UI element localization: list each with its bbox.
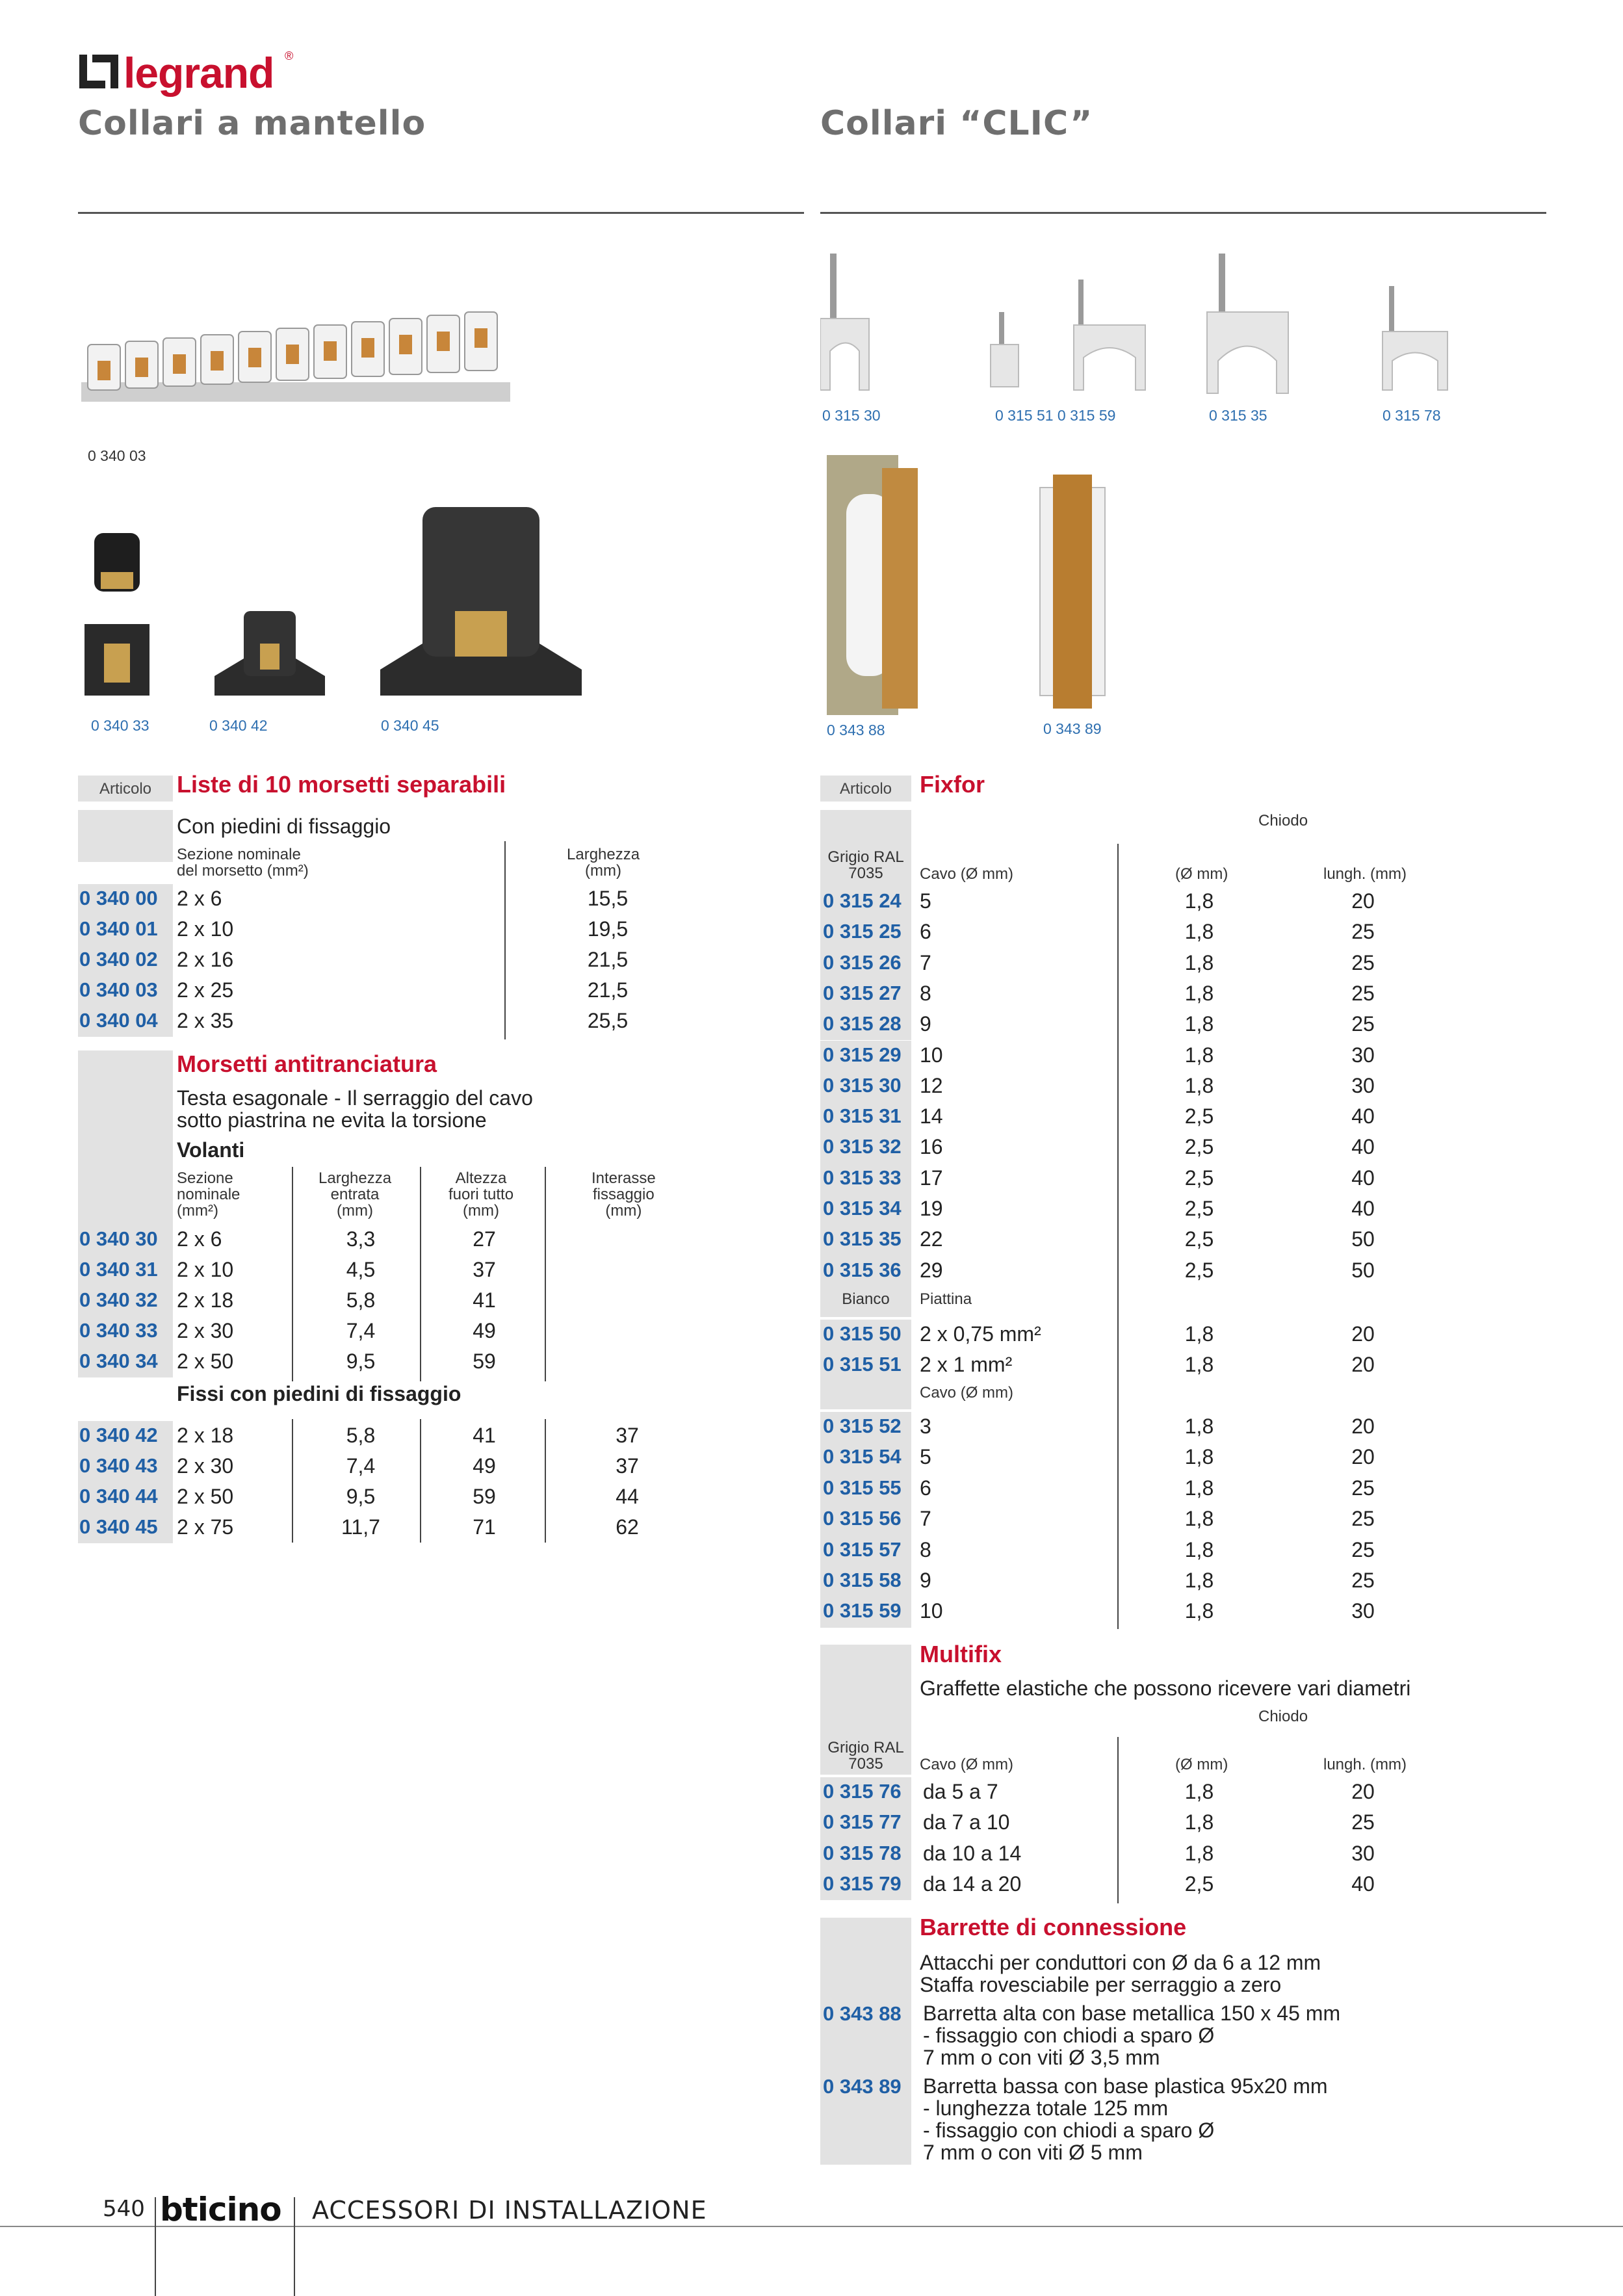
- bticino-logo: bticino: [160, 2191, 281, 2228]
- cell-l: 25: [1351, 1810, 1375, 1834]
- cell-d: 1,8: [1184, 889, 1214, 913]
- article-code: 0 315 28: [823, 1012, 902, 1036]
- cell-d: 1,8: [1184, 1476, 1214, 1500]
- cell-l: 20: [1351, 889, 1375, 913]
- cell-cavo: 19: [920, 1197, 943, 1220]
- cell-larg: 5,8: [346, 1424, 376, 1447]
- article-code: 0 340 03: [79, 978, 158, 1001]
- cell-l: 30: [1351, 1841, 1375, 1865]
- barretta-bassa-image: [1033, 475, 1111, 709]
- article-code: 0 315 57: [823, 1537, 902, 1561]
- caption-031578: 0 315 78: [1383, 407, 1441, 424]
- articolo-label-right: Articolo: [839, 780, 892, 798]
- article-code: 0 315 27: [823, 981, 902, 1004]
- cell-l: 25: [1351, 1012, 1375, 1036]
- section-title-barrette: Barrette di connessione: [920, 1914, 1187, 1940]
- footer-divider-a: [155, 2197, 156, 2296]
- cell-sez: 2 x 16: [177, 948, 234, 971]
- article-code: 0 315 30: [823, 1073, 902, 1097]
- article-code: 0 315 56: [823, 1507, 902, 1530]
- article-code: 0 315 55: [823, 1476, 902, 1499]
- cell-larg: 21,5: [587, 978, 629, 1002]
- cell-cavo: 9: [920, 1569, 931, 1592]
- cell-d: 1,8: [1184, 1043, 1214, 1067]
- caption-034042: 0 340 42: [209, 717, 268, 734]
- code-column-bg-barrette: [820, 1918, 911, 2165]
- article-code: 0 340 30: [79, 1227, 158, 1250]
- article-code: 0 315 36: [823, 1258, 902, 1281]
- title-collari-clic: Collari “CLIC”: [820, 104, 1093, 143]
- article-code: 0 315 34: [823, 1197, 902, 1220]
- cell-l: 30: [1351, 1599, 1375, 1623]
- code-034388: 0 343 88: [823, 2002, 902, 2025]
- cell-larg: 11,7: [341, 1515, 380, 1539]
- cell-larg: 9,5: [346, 1485, 376, 1508]
- header-lungh-multifix: lungh. (mm): [1323, 1756, 1407, 1773]
- col-divider-s2c: [545, 1167, 546, 1381]
- title-collari-mantello: Collari a mantello: [78, 104, 426, 143]
- article-code: 0 315 52: [823, 1415, 902, 1437]
- desc-034389: Barretta bassa con base plastica 95x20 mm - lunghezza totale 125 mm - fissaggio con chiodi a sparo Ø 7 mm o con viti Ø 5 mm: [923, 2074, 1328, 2164]
- article-code: 0 340 00: [79, 887, 158, 909]
- header-larghezza: Larghezza (mm): [567, 846, 640, 880]
- col-divider-s3c: [545, 1419, 546, 1543]
- article-code: 0 340 44: [79, 1485, 158, 1507]
- cell-alt: 37: [473, 1258, 496, 1281]
- cell-d: 1,8: [1184, 1322, 1214, 1346]
- desc-barrette: Attacchi per conduttori con Ø da 6 a 12 mm Staffa rovesciabile per serraggio a zero: [920, 1951, 1321, 1996]
- cell-d: 2,5: [1184, 1104, 1214, 1128]
- cell-larg: 21,5: [587, 948, 629, 971]
- cell-d: 2,5: [1184, 1227, 1214, 1251]
- footer-section-title: ACCESSORI DI INSTALLAZIONE: [312, 2196, 707, 2224]
- cell-l: 40: [1351, 1135, 1375, 1159]
- cell-larg: 25,5: [587, 1009, 629, 1032]
- label-bianco: Bianco: [842, 1290, 890, 1308]
- cell-cavo: 5: [920, 1445, 931, 1469]
- cell-d: 1,8: [1184, 920, 1214, 944]
- article-code: 0 315 79: [823, 1872, 902, 1895]
- rule-right: [820, 212, 1546, 214]
- footer-divider-b: [294, 2197, 295, 2296]
- cell-l: 50: [1351, 1227, 1375, 1251]
- article-code: 0 315 25: [823, 920, 902, 943]
- connector-fisso-small-image: [208, 598, 331, 702]
- cell-cavo: 22: [920, 1227, 943, 1251]
- cell-l: 30: [1351, 1073, 1375, 1097]
- section-title-fixfor: Fixfor: [920, 771, 985, 798]
- cell-sez: 2 x 50: [177, 1485, 234, 1508]
- header-diam-fixfor: (Ø mm): [1175, 865, 1228, 883]
- header-larghezza-entrata: Larghezza entrata (mm): [318, 1169, 392, 1220]
- caption-034003: 0 340 03: [88, 447, 146, 464]
- cell-d: 1,8: [1184, 1445, 1214, 1469]
- header-grigio-ral-multifix: Grigio RAL 7035: [827, 1739, 904, 1773]
- caption-031551-031559: 0 315 51 0 315 59: [995, 407, 1116, 424]
- cell-int: 37: [616, 1454, 639, 1478]
- article-code: 0 315 35: [823, 1227, 902, 1251]
- cell-cavo: 12: [920, 1073, 943, 1097]
- cell-d: 1,8: [1184, 1415, 1214, 1438]
- connector-fisso-large-image: [377, 501, 585, 709]
- article-code: 0 315 50: [823, 1322, 902, 1345]
- cell-cavo: 2 x 0,75 mm²: [920, 1322, 1041, 1346]
- article-code: 0 315 51: [823, 1353, 902, 1376]
- header-grigio-ral-fixfor: Grigio RAL 7035: [827, 848, 904, 882]
- cell-larg: 3,3: [346, 1227, 376, 1251]
- header-sezione-nominale: Sezione nominale del morsetto (mm²): [177, 846, 309, 880]
- article-code: 0 340 42: [79, 1424, 158, 1446]
- cell-cavo: 7: [920, 1507, 931, 1531]
- cell-cavo: 6: [920, 1476, 931, 1500]
- cell-cavo: 8: [920, 1537, 931, 1561]
- cell-l: 20: [1351, 1780, 1375, 1803]
- desc-testa-esagonale: Testa esagonale - Il serraggio del cavo sotto piastrina ne evita la torsione: [177, 1086, 533, 1132]
- header-interasse: Interasse fissaggio (mm): [591, 1169, 656, 1220]
- cell-alt: 59: [473, 1350, 496, 1373]
- cell-l: 40: [1351, 1104, 1375, 1128]
- article-code: 0 315 59: [823, 1599, 902, 1623]
- header-altezza: Altezza fuori tutto (mm): [448, 1169, 514, 1220]
- caption-034045: 0 340 45: [381, 717, 439, 734]
- cell-d: 1,8: [1184, 1599, 1214, 1623]
- cell-d: 1,8: [1184, 1780, 1214, 1803]
- cell-larg: 19,5: [587, 917, 629, 941]
- cell-alt: 59: [473, 1485, 496, 1508]
- col-divider-s3a: [292, 1419, 293, 1543]
- legrand-wordmark: legrand: [123, 49, 274, 97]
- header-sezione-2: Sezione nominale (mm²): [177, 1169, 240, 1220]
- cell-l: 40: [1351, 1197, 1375, 1220]
- barretta-alta-image: [820, 455, 957, 722]
- cell-cavo: da 5 a 7: [923, 1780, 998, 1803]
- code-column-bg-s1: [78, 810, 173, 862]
- legrand-logo: [78, 47, 312, 99]
- cell-l: 20: [1351, 1322, 1375, 1346]
- subtitle-con-piedini: Con piedini di fissaggio: [177, 815, 391, 838]
- cell-alt: 49: [473, 1319, 496, 1342]
- cell-l: 25: [1351, 950, 1375, 974]
- article-code: 0 315 76: [823, 1780, 902, 1803]
- header-lungh-fixfor: lungh. (mm): [1323, 865, 1407, 883]
- section-title-antitranciatura: Morsetti antitranciatura: [177, 1050, 437, 1077]
- article-code: 0 315 77: [823, 1810, 902, 1834]
- article-code: 0 340 32: [79, 1288, 158, 1311]
- cell-d: 1,8: [1184, 981, 1214, 1005]
- article-code: 0 340 45: [79, 1515, 158, 1538]
- cell-sez: 2 x 10: [177, 1258, 234, 1281]
- label-volanti: Volanti: [177, 1138, 245, 1162]
- cell-cavo: 29: [920, 1258, 943, 1282]
- cell-cavo: 5: [920, 889, 931, 913]
- cell-cavo: 10: [920, 1599, 943, 1623]
- cell-l: 25: [1351, 981, 1375, 1005]
- cell-l: 30: [1351, 1043, 1375, 1067]
- cell-cavo: 3: [920, 1415, 931, 1438]
- cell-cavo: da 7 a 10: [923, 1810, 1010, 1834]
- code-034389: 0 343 89: [823, 2075, 902, 2098]
- article-code: 0 340 43: [79, 1454, 158, 1477]
- cell-sez: 2 x 6: [177, 1227, 222, 1251]
- connector-volante-image: [78, 527, 156, 702]
- registered-mark: ®: [285, 49, 294, 62]
- cell-alt: 41: [473, 1288, 496, 1312]
- label-piattina: Piattina: [920, 1290, 972, 1308]
- cell-cavo: 7: [920, 950, 931, 974]
- cell-alt: 41: [473, 1424, 496, 1447]
- cell-d: 2,5: [1184, 1197, 1214, 1220]
- cell-cavo: 16: [920, 1135, 943, 1159]
- cell-l: 25: [1351, 1476, 1375, 1500]
- articolo-label-left: Articolo: [99, 780, 152, 798]
- desc-034388: Barretta alta con base metallica 150 x 45 mm - fissaggio con chiodi a sparo Ø 7 mm o con viti Ø 3,5 mm: [923, 2002, 1341, 2069]
- header-chiodo-multifix: Chiodo: [1258, 1708, 1308, 1725]
- article-code: 0 315 24: [823, 889, 902, 912]
- label-fissi: Fissi con piedini di fissaggio: [177, 1382, 461, 1405]
- caption-034033: 0 340 33: [91, 717, 149, 734]
- cell-cavo: 17: [920, 1166, 943, 1190]
- article-code: 0 315 54: [823, 1445, 902, 1468]
- cell-sez: 2 x 10: [177, 917, 234, 941]
- cell-sez: 2 x 18: [177, 1424, 234, 1447]
- col-divider-s2b: [420, 1167, 421, 1381]
- caption-031530: 0 315 30: [822, 407, 881, 424]
- cell-sez: 2 x 30: [177, 1454, 234, 1478]
- section-title-multifix: Multifix: [920, 1641, 1002, 1667]
- caption-031535: 0 315 35: [1209, 407, 1267, 424]
- col-divider-multifix: [1117, 1737, 1119, 1903]
- terminal-strip-image: [81, 306, 517, 416]
- article-code: 0 340 04: [79, 1009, 158, 1032]
- header-cavo-multifix: Cavo (Ø mm): [920, 1756, 1013, 1773]
- cell-alt: 49: [473, 1454, 496, 1478]
- col-divider-fixfor: [1117, 844, 1119, 1629]
- cell-cavo: 14: [920, 1104, 943, 1128]
- cell-l: 20: [1351, 1353, 1375, 1376]
- cell-d: 1,8: [1184, 1507, 1214, 1531]
- cell-d: 1,8: [1184, 1073, 1214, 1097]
- cell-d: 2,5: [1184, 1258, 1214, 1282]
- caption-034389: 0 343 89: [1043, 720, 1102, 737]
- article-code: 0 315 29: [823, 1043, 902, 1066]
- cell-larg: 4,5: [346, 1258, 376, 1281]
- cell-int: 37: [616, 1424, 639, 1447]
- cell-sez: 2 x 18: [177, 1288, 234, 1312]
- cell-int: 62: [616, 1515, 639, 1539]
- cell-l: 25: [1351, 1507, 1375, 1531]
- cell-d: 1,8: [1184, 1353, 1214, 1376]
- cell-cavo: 8: [920, 981, 931, 1005]
- cell-cavo: 6: [920, 920, 931, 944]
- cell-d: 1,8: [1184, 1537, 1214, 1561]
- cell-larg: 5,8: [346, 1288, 376, 1312]
- cell-sez: 2 x 75: [177, 1515, 234, 1539]
- article-code: 0 340 01: [79, 917, 158, 940]
- cell-l: 20: [1351, 1445, 1375, 1469]
- cell-l: 25: [1351, 1569, 1375, 1592]
- col-divider-s2a: [292, 1167, 293, 1381]
- cell-larg: 9,5: [346, 1350, 376, 1373]
- article-code: 0 315 31: [823, 1104, 902, 1128]
- cell-d: 1,8: [1184, 1569, 1214, 1592]
- header-chiodo-fixfor: Chiodo: [1258, 812, 1308, 829]
- header-cavo-fixfor: Cavo (Ø mm): [920, 865, 1013, 883]
- cell-sez: 2 x 30: [177, 1319, 234, 1342]
- cell-d: 1,8: [1184, 1012, 1214, 1036]
- cell-l: 25: [1351, 1537, 1375, 1561]
- clic-clips-image: [820, 254, 1470, 403]
- col-divider-s1: [504, 841, 506, 1039]
- cell-d: 1,8: [1184, 1841, 1214, 1865]
- cell-l: 40: [1351, 1872, 1375, 1896]
- cell-cavo: da 10 a 14: [923, 1841, 1022, 1865]
- article-code: 0 340 33: [79, 1319, 158, 1342]
- cell-d: 1,8: [1184, 1810, 1214, 1834]
- rule-left: [78, 212, 804, 214]
- cell-sez: 2 x 35: [177, 1009, 234, 1032]
- cell-l: 25: [1351, 920, 1375, 944]
- cell-int: 44: [616, 1485, 639, 1508]
- col-divider-s3b: [420, 1419, 421, 1543]
- cell-d: 2,5: [1184, 1166, 1214, 1190]
- cell-d: 2,5: [1184, 1135, 1214, 1159]
- cell-alt: 71: [473, 1515, 496, 1539]
- cell-sez: 2 x 25: [177, 978, 234, 1002]
- cell-cavo: 9: [920, 1012, 931, 1036]
- caption-034388: 0 343 88: [827, 722, 885, 738]
- cell-larg: 7,4: [346, 1454, 376, 1478]
- article-code: 0 340 31: [79, 1258, 158, 1281]
- cell-sez: 2 x 50: [177, 1350, 234, 1373]
- cell-sez: 2 x 6: [177, 887, 222, 910]
- code-column-bg-cavo2: [820, 1378, 911, 1409]
- article-code: 0 315 78: [823, 1841, 902, 1864]
- cell-alt: 27: [473, 1227, 496, 1251]
- cell-l: 40: [1351, 1166, 1375, 1190]
- header-diam-multifix: (Ø mm): [1175, 1756, 1228, 1773]
- article-code: 0 315 32: [823, 1135, 902, 1158]
- cell-l: 20: [1351, 1415, 1375, 1438]
- article-code: 0 340 02: [79, 948, 158, 971]
- cell-d: 2,5: [1184, 1872, 1214, 1896]
- article-code: 0 340 34: [79, 1350, 158, 1372]
- desc-multifix: Graffette elastiche che possono ricevere vari diametri: [920, 1676, 1411, 1700]
- article-code: 0 315 58: [823, 1569, 902, 1591]
- cell-cavo: da 14 a 20: [923, 1872, 1022, 1896]
- cell-larg: 7,4: [346, 1319, 376, 1342]
- article-code: 0 315 26: [823, 950, 902, 974]
- header-cavo-2: Cavo (Ø mm): [920, 1384, 1013, 1402]
- page-number: 540: [103, 2196, 145, 2222]
- code-column-bg-s2: [78, 1050, 173, 1233]
- cell-cavo: 2 x 1 mm²: [920, 1353, 1013, 1376]
- cell-cavo: 10: [920, 1043, 943, 1067]
- cell-larg: 15,5: [587, 887, 629, 910]
- article-code: 0 315 33: [823, 1166, 902, 1189]
- section-title-liste: Liste di 10 morsetti separabili: [177, 771, 506, 798]
- cell-l: 50: [1351, 1258, 1375, 1282]
- cell-d: 1,8: [1184, 950, 1214, 974]
